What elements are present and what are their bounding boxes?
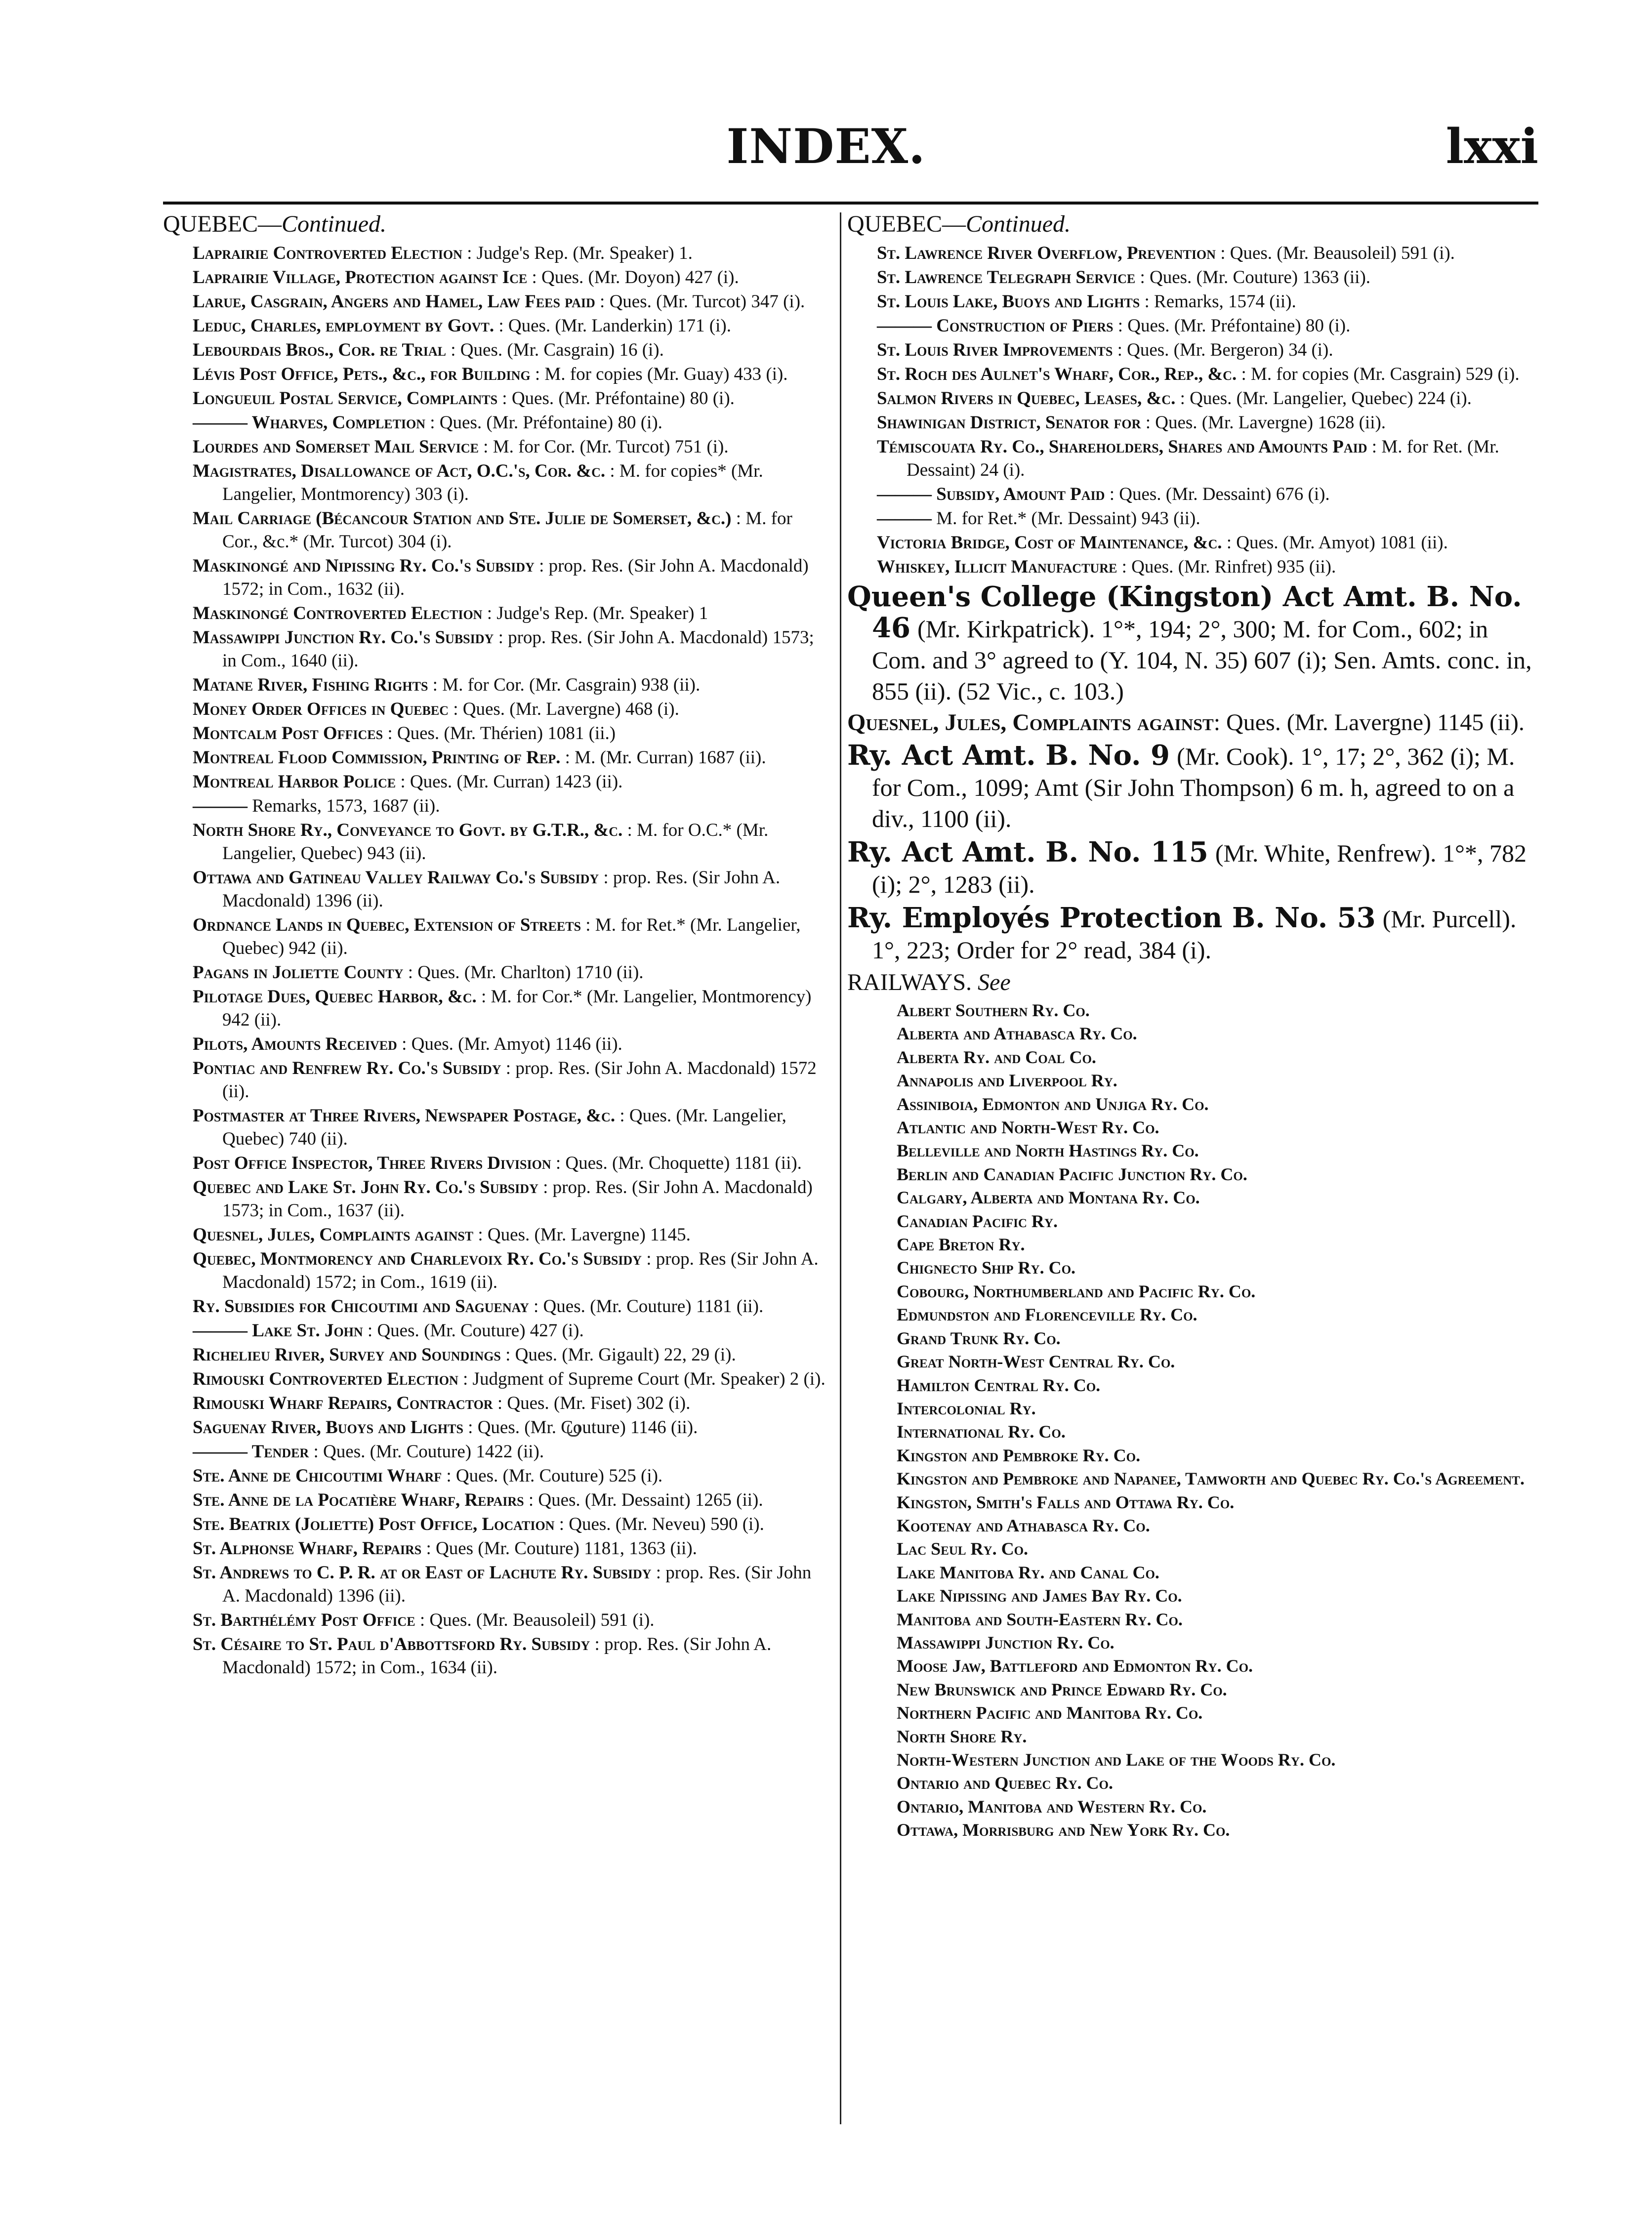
railway-item: Grand Trunk Ry. Co. bbox=[897, 1328, 1061, 1348]
entry-rest: : M. for copies (Mr. Casgrain) 529 (i). bbox=[1241, 364, 1520, 384]
entry-rest: : Ques. (Mr. Charlton) 1710 (ii). bbox=[408, 962, 644, 983]
index-entry bbox=[163, 1104, 832, 1151]
index-entry bbox=[163, 1392, 832, 1415]
railway-item: Kootenay and Athabasca Ry. Co. bbox=[897, 1515, 1150, 1535]
entry-head: Postmaster at Three Rivers, Newspaper Postage, &c. bbox=[193, 1106, 616, 1126]
entry-head: ——— bbox=[193, 796, 248, 816]
entry-head: Salmon Rivers in Quebec, Leases, &c. bbox=[877, 388, 1176, 409]
entry-rest: : prop. Res. (Sir John A. Macdonald) 1572; in Com., 1634 (ii). bbox=[222, 1634, 772, 1678]
railway-item: North-Western Junction and Lake of the Woods Ry. Co. bbox=[897, 1750, 1336, 1770]
railway-item: Edmundston and Florenceville Ry. Co. bbox=[897, 1305, 1198, 1325]
index-entry bbox=[163, 338, 832, 362]
entry-head: Whiskey, Illicit Manufacture bbox=[877, 557, 1117, 577]
railway-item: Lac Seul Ry. Co. bbox=[897, 1539, 1029, 1559]
entry-rest: : prop. Res (Sir John A. Macdonald) 1572; in Com., 1619 (ii). bbox=[222, 1249, 819, 1292]
entry-rest: : Ques. (Mr. Langelier, Quebec) 224 (i). bbox=[1180, 388, 1472, 409]
index-entry bbox=[163, 363, 832, 386]
entry-rest: : Ques. (Mr. Lavergne) 1628 (ii). bbox=[1145, 413, 1386, 433]
entry-head: Queen's College (Kingston) Act Amt. B. No. 46 bbox=[847, 580, 1522, 644]
index-entry bbox=[163, 459, 832, 506]
left-column bbox=[163, 210, 832, 1680]
entry-head: Lebourdais Bros., Cor. re Trial bbox=[193, 340, 447, 360]
railway-item: Kingston, Smith's Falls and Ottawa Ry. Co. bbox=[897, 1492, 1235, 1512]
entry-rest: : Ques. (Mr. Préfontaine) 80 (i). bbox=[502, 388, 735, 409]
entry-head: Rimouski Controverted Election bbox=[193, 1369, 458, 1389]
index-entry bbox=[847, 555, 1539, 578]
entry-head: Ry. Employés Protection B. No. 53 bbox=[847, 902, 1376, 934]
entry-rest: Remarks, 1573, 1687 (ii). bbox=[252, 796, 440, 816]
railway-item: Intercolonial Ry. bbox=[897, 1398, 1036, 1418]
entry-head: Montreal Flood Commission, Printing of Rep. bbox=[193, 747, 561, 768]
railway-item: Canadian Pacific Ry. bbox=[897, 1211, 1058, 1231]
right-heading-text: QUEBEC— bbox=[847, 211, 966, 237]
index-entry bbox=[163, 554, 832, 601]
entry-head: Larue, Casgrain, Angers and Hamel, Law Fees paid bbox=[193, 291, 595, 312]
railway-item: Albert Southern Ry. Co. bbox=[897, 1000, 1090, 1020]
railway-item: North Shore Ry. bbox=[897, 1726, 1027, 1746]
index-entry bbox=[163, 1367, 832, 1391]
entry-head: Money Order Offices in Quebec bbox=[193, 699, 449, 719]
entry-rest: : prop. Res. (Sir John A. Macdonald) 1396 (ii). bbox=[222, 1563, 812, 1606]
entry-head: Pagans in Joliette County bbox=[193, 962, 404, 983]
index-entry bbox=[163, 770, 832, 793]
railway-item: Alberta Ry. and Coal Co. bbox=[897, 1047, 1096, 1067]
left-heading-text: QUEBEC— bbox=[163, 211, 282, 237]
entry-head: Laprairie Village, Protection against Ice bbox=[193, 267, 528, 288]
index-entry bbox=[163, 290, 832, 313]
entry-head: Montcalm Post Offices bbox=[193, 723, 383, 743]
entry-head: St. Roch des Aulnet's Wharf, Cor., Rep., &c. bbox=[877, 364, 1237, 384]
index-entry bbox=[163, 411, 832, 434]
entry-head: Longueuil Postal Service, Complaints bbox=[193, 388, 498, 409]
index-entry bbox=[163, 1032, 832, 1056]
entry-rest: : Ques. (Mr. Couture) 427 (i). bbox=[367, 1320, 584, 1341]
railways-see: See bbox=[978, 969, 1011, 995]
entry-head: Montreal Harbor Police bbox=[193, 772, 396, 792]
entry-rest: : prop. Res. (Sir John A. Macdonald) 1572; in Com., 1632 (ii). bbox=[222, 556, 809, 599]
column-divider bbox=[840, 212, 841, 2124]
entry-head: Pilots, Amounts Received bbox=[193, 1034, 397, 1054]
entry-rest: (Mr. Cook). 1°, 17; 2°, 362 (i); M. for Com., 1099; Amt (Sir John Thompson) 6 m. h, agreed to on a div., 1100 (ii). bbox=[872, 743, 1515, 832]
railway-item: Belleville and North Hastings Ry. Co. bbox=[897, 1141, 1199, 1161]
index-entry bbox=[163, 1633, 832, 1679]
entry-rest: : Ques. (Mr. Dessaint) 1265 (ii). bbox=[528, 1490, 763, 1510]
railway-item: Hamilton Central Ry. Co. bbox=[897, 1375, 1101, 1395]
index-entry bbox=[847, 290, 1539, 313]
entry-rest: : Ques. (Mr. Rinfret) 935 (ii). bbox=[1121, 557, 1336, 577]
entry-rest: : M. for Cor.* (Mr. Langelier, Montmorency) 942 (ii). bbox=[222, 987, 812, 1030]
entry-rest: : Ques. (Mr. Couture) 1181 (ii). bbox=[534, 1296, 764, 1317]
index-entry bbox=[163, 1343, 832, 1366]
entry-queens-college bbox=[847, 581, 1539, 706]
entry-head: ——— Wharves, Completion bbox=[193, 413, 426, 433]
entry-rest: (Mr. Kirkpatrick). 1°*, 194; 2°, 300; M. for Com., 602; in Com. and 3° agreed to (Y. 104, N. 35) 607 (i); Sen. Amts. conc. in, 855 (ii). (52 Vic., c. 103.) bbox=[872, 615, 1532, 705]
entry-head: Lévis Post Office, Pets., &c., for Building bbox=[193, 364, 531, 384]
entry-head: Magistrates, Disallowance of Act, O.C.'s, Cor. &c. bbox=[193, 461, 606, 481]
entry-head: Lourdes and Somerset Mail Service bbox=[193, 437, 479, 457]
railway-item: Lake Manitoba Ry. and Canal Co. bbox=[897, 1562, 1159, 1582]
entry-head: Quebec, Montmorency and Charlevoix Ry. Co.'s Subsidy bbox=[193, 1249, 642, 1269]
entry-rest: : Judge's Rep. (Mr. Speaker) 1. bbox=[467, 243, 693, 263]
entry-rest: : Ques. (Mr. Beausoleil) 591 (i). bbox=[419, 1610, 655, 1630]
railway-item: Atlantic and North-West Ry. Co. bbox=[897, 1117, 1159, 1138]
right-section-heading bbox=[847, 210, 1539, 239]
entry-rest: : Ques. (Mr. Curran) 1423 (ii). bbox=[400, 772, 623, 792]
index-entry bbox=[163, 387, 832, 410]
entry-rest: : Remarks, 1574 (ii). bbox=[1144, 291, 1296, 312]
railways-heading-text: RAILWAYS. bbox=[847, 969, 972, 995]
entry-head: Rimouski Wharf Repairs, Contractor bbox=[193, 1393, 493, 1413]
railway-item: Lake Nipissing and James Bay Ry. Co. bbox=[897, 1586, 1182, 1606]
index-entry bbox=[847, 387, 1539, 410]
entry-head: Ottawa and Gatineau Valley Railway Co.'s Subsidy bbox=[193, 867, 599, 888]
index-entry bbox=[847, 411, 1539, 434]
railway-item: Ontario, Manitoba and Western Ry. Co. bbox=[897, 1796, 1207, 1816]
index-entry bbox=[163, 722, 832, 745]
index-entry bbox=[847, 435, 1539, 482]
entry-quesnel bbox=[847, 708, 1539, 737]
railway-item: Ontario and Quebec Ry. Co. bbox=[897, 1773, 1113, 1793]
entry-rest: : M. for O.C.* (Mr. Langelier, Quebec) 943 (ii). bbox=[222, 820, 769, 864]
entry-head: ——— Subsidy, Amount Paid bbox=[877, 484, 1105, 504]
entry-head: St. Alphonse Wharf, Repairs bbox=[193, 1538, 422, 1559]
entry-rest: : M. for copies (Mr. Guay) 433 (i). bbox=[535, 364, 788, 384]
index-entry bbox=[847, 314, 1539, 337]
entry-head: Massawippi Junction Ry. Co.'s Subsidy bbox=[193, 627, 494, 648]
entry-head: Ordnance Lands in Quebec, Extension of Streets bbox=[193, 915, 581, 935]
entry-head: ——— Tender bbox=[193, 1442, 309, 1462]
entry-head: Quesnel, Jules, Complaints against bbox=[193, 1225, 474, 1245]
entry-rest: : Ques. (Mr. Amyot) 1146 (ii). bbox=[402, 1034, 622, 1054]
railway-item: International Ry. Co. bbox=[897, 1422, 1066, 1442]
index-entry bbox=[163, 1247, 832, 1294]
index-entry bbox=[847, 507, 1539, 530]
index-entry bbox=[163, 1057, 832, 1103]
entry-rest: : prop. Res. (Sir John A. Macdonald) 1573; in Com., 1637 (ii). bbox=[222, 1177, 813, 1221]
entry-head: ——— Construction of Piers bbox=[877, 316, 1114, 336]
entry-head: Richelieu River, Survey and Soundings bbox=[193, 1345, 501, 1365]
index-entry bbox=[847, 531, 1539, 554]
railway-item: Cape Breton Ry. bbox=[897, 1235, 1025, 1255]
index-entry bbox=[163, 985, 832, 1031]
entry-rest: : Ques. (Mr. Landerkin) 171 (i). bbox=[498, 316, 731, 336]
railway-item: Great North-West Central Ry. Co. bbox=[897, 1352, 1175, 1372]
entry-head: Ry. Subsidies for Chicoutimi and Saguenay bbox=[193, 1296, 529, 1317]
entry-rest: : Ques. (Mr. Bergeron) 34 (i). bbox=[1117, 340, 1333, 360]
right-column bbox=[847, 210, 1539, 1842]
index-entry bbox=[163, 626, 832, 672]
index-entry bbox=[847, 483, 1539, 506]
index-entry bbox=[163, 602, 832, 625]
index-entry bbox=[163, 314, 832, 337]
railway-item: Berlin and Canadian Pacific Junction Ry. Co. bbox=[897, 1164, 1247, 1184]
railway-item: Massawippi Junction Ry. Co. bbox=[897, 1632, 1115, 1652]
entry-head: Ste. Anne de la Pocatière Wharf, Repairs bbox=[193, 1490, 524, 1510]
entry-head: Maskinongé Controverted Election bbox=[193, 603, 483, 623]
entry-rest: : Ques. (Mr. Couture) 1363 (ii). bbox=[1140, 267, 1371, 288]
entry-head: Maskinongé and Nipissing Ry. Co.'s Subsidy bbox=[193, 556, 535, 576]
entry-rest: : M. (Mr. Curran) 1687 (ii). bbox=[565, 747, 766, 768]
entry-head: Shawinigan District, Senator for bbox=[877, 413, 1141, 433]
index-entry bbox=[163, 1416, 832, 1439]
railway-item: Cobourg, Northumberland and Pacific Ry. Co. bbox=[897, 1281, 1256, 1301]
index-entry bbox=[163, 1537, 832, 1560]
entry-rest: : Ques. (Mr. Lavergne) 1145 (ii). bbox=[1213, 709, 1525, 736]
index-entry bbox=[163, 1295, 832, 1318]
entry-head: Leduc, Charles, employment by Govt. bbox=[193, 316, 495, 336]
entry-rest: (Mr. White, Renfrew). 1°*, 782 (i); 2°, 1283 (ii). bbox=[872, 839, 1527, 898]
entry-rest: : Ques. (Mr. Doyon) 427 (i). bbox=[532, 267, 739, 288]
entry-rest: : Ques. (Mr. Langelier, Quebec) 740 (ii). bbox=[222, 1106, 786, 1149]
railway-item: Moose Jaw, Battleford and Edmonton Ry. Co. bbox=[897, 1656, 1253, 1676]
entry-rest: : prop. Res. (Sir John A. Macdonald) 1396 (ii). bbox=[222, 867, 781, 911]
entry-head: Ry. Act Amt. B. No. 115 bbox=[847, 836, 1208, 868]
entry-ry-act-9 bbox=[847, 740, 1539, 834]
entry-head: Post Office Inspector, Three Rivers Division bbox=[193, 1153, 551, 1173]
index-entry bbox=[163, 1319, 832, 1342]
entry-ry-employes bbox=[847, 903, 1539, 965]
railway-item: Kingston and Pembroke and Napanee, Tamworth and Quebec Ry. Co.'s Agreement. bbox=[897, 1469, 1525, 1489]
entry-rest: : M. for Ret.* (Mr. Langelier, Quebec) 942 (ii). bbox=[222, 915, 801, 958]
entry-rest: : Ques. (Mr. Turcot) 347 (i). bbox=[600, 291, 805, 312]
entry-rest: : Ques. (Mr. Fiset) 302 (i). bbox=[497, 1393, 691, 1413]
entry-head: St. Césaire to St. Paul d'Abbottsford Ry. Subsidy bbox=[193, 1634, 590, 1654]
index-entry bbox=[163, 1609, 832, 1632]
railways-list bbox=[847, 999, 1539, 1842]
entry-head: St. Lawrence Telegraph Service bbox=[877, 267, 1136, 288]
railway-item: Ottawa, Morrisburg and New York Ry. Co. bbox=[897, 1820, 1230, 1840]
left-section-heading bbox=[163, 210, 832, 239]
index-entry bbox=[847, 363, 1539, 386]
right-heading-continued: Continued. bbox=[966, 211, 1071, 237]
index-entry bbox=[847, 338, 1539, 362]
right-entry-list bbox=[847, 242, 1539, 578]
index-entry bbox=[163, 242, 832, 265]
entry-head: Quebec and Lake St. John Ry. Co.'s Subsidy bbox=[193, 1177, 538, 1197]
entry-rest: : M. for Cor., &c.* (Mr. Turcot) 304 (i). bbox=[222, 508, 792, 552]
index-entry bbox=[163, 1561, 832, 1608]
page-title: INDEX. bbox=[726, 119, 926, 174]
index-entry bbox=[163, 794, 832, 818]
entry-rest: : prop. Res. (Sir John A. Macdonald) 1573; in Com., 1640 (ii). bbox=[222, 627, 814, 671]
entry-rest: (Mr. Purcell). 1°, 223; Order for 2° read, 384 (i). bbox=[872, 905, 1517, 964]
entry-head: Matane River, Fishing Rights bbox=[193, 675, 428, 695]
railway-item: Calgary, Alberta and Montana Ry. Co. bbox=[897, 1188, 1200, 1208]
railways-heading bbox=[847, 968, 1539, 997]
entry-rest: : Ques. (Mr. Neveu) 590 (i). bbox=[559, 1514, 764, 1534]
index-entry bbox=[163, 866, 832, 912]
index-entry bbox=[163, 1176, 832, 1222]
entry-ry-act-115 bbox=[847, 837, 1539, 900]
entry-rest: : M. for Ret. (Mr. Dessaint) 24 (i). bbox=[907, 437, 1499, 480]
entry-head: St. Andrews to C. P. R. at or East of Lachute Ry. Subsidy bbox=[193, 1563, 652, 1583]
index-entry bbox=[847, 266, 1539, 289]
entry-rest: : Ques. (Mr. Choquette) 1181 (ii). bbox=[555, 1153, 802, 1173]
entry-head: Pontiac and Renfrew Ry. Co.'s Subsidy bbox=[193, 1058, 501, 1078]
entry-head: Laprairie Controverted Election bbox=[193, 243, 462, 263]
entry-head: St. Louis River Improvements bbox=[877, 340, 1113, 360]
index-entry bbox=[163, 1488, 832, 1512]
entry-head: Ste. Anne de Chicoutimi Wharf bbox=[193, 1466, 442, 1486]
entry-head: ——— Lake St. John bbox=[193, 1320, 363, 1341]
index-entry bbox=[163, 698, 832, 721]
index-entry bbox=[163, 1223, 832, 1246]
entry-head: North Shore Ry., Conveyance to Govt. by G.T.R., &c. bbox=[193, 820, 623, 840]
railway-item: Kingston and Pembroke Ry. Co. bbox=[897, 1445, 1141, 1465]
entry-rest: : Ques. (Mr. Beausoleil) 591 (i). bbox=[1220, 243, 1455, 263]
entry-rest: : Judgment of Supreme Court (Mr. Speaker) 2 (i). bbox=[463, 1369, 826, 1389]
entry-rest: : Ques. (Mr. Préfontaine) 80 (i). bbox=[1117, 316, 1351, 336]
railway-item: Alberta and Athabasca Ry. Co. bbox=[897, 1024, 1137, 1044]
railway-item: Manitoba and South-Eastern Ry. Co. bbox=[897, 1609, 1183, 1629]
index-entry bbox=[163, 1464, 832, 1487]
entry-head: Ste. Beatrix (Joliette) Post Office, Location bbox=[193, 1514, 555, 1534]
entry-head: St. Lawrence River Overflow, Prevention bbox=[877, 243, 1216, 263]
entry-head: Ry. Act Amt. B. No. 9 bbox=[847, 739, 1170, 772]
entry-rest: : Ques. (Mr. Thérien) 1081 (ii.) bbox=[387, 723, 616, 743]
entry-rest: : Ques (Mr. Couture) 1181, 1363 (ii). bbox=[426, 1538, 697, 1559]
entry-head: St. Louis Lake, Buoys and Lights bbox=[877, 291, 1140, 312]
railway-item: New Brunswick and Prince Edward Ry. Co. bbox=[897, 1679, 1227, 1699]
entry-head: Pilotage Dues, Quebec Harbor, &c. bbox=[193, 987, 477, 1007]
entry-rest: : Ques. (Mr. Amyot) 1081 (ii). bbox=[1226, 533, 1448, 553]
index-entry bbox=[163, 913, 832, 960]
header-rule bbox=[163, 202, 1538, 205]
entry-rest: : Ques. (Mr. Couture) 525 (i). bbox=[446, 1466, 663, 1486]
entry-rest: : Ques. (Mr. Couture) 1422 (ii). bbox=[313, 1442, 544, 1462]
index-entry bbox=[163, 961, 832, 984]
entry-rest: : Judge's Rep. (Mr. Speaker) 1 bbox=[487, 603, 708, 623]
railway-item: Assiniboia, Edmonton and Unjiga Ry. Co. bbox=[897, 1094, 1209, 1114]
entry-rest: : M. for Cor. (Mr. Turcot) 751 (i). bbox=[483, 437, 729, 457]
entry-rest: : Ques. (Mr. Préfontaine) 80 (i). bbox=[430, 413, 662, 433]
index-entry bbox=[163, 507, 832, 553]
entry-head: Quesnel, Jules, Complaints against bbox=[847, 709, 1214, 736]
index-entry bbox=[163, 435, 832, 458]
entry-head: Mail Carriage (Bécancour Station and Ste. Julie de Somerset, &c.) bbox=[193, 508, 732, 529]
entry-rest: : prop. Res. (Sir John A. Macdonald) 1572 (ii). bbox=[222, 1058, 817, 1102]
index-entry bbox=[163, 746, 832, 769]
entry-rest: : M. for copies* (Mr. Langelier, Montmorency) 303 (i). bbox=[222, 461, 763, 504]
index-entry bbox=[163, 1513, 832, 1536]
railway-item: Northern Pacific and Manitoba Ry. Co. bbox=[897, 1703, 1203, 1723]
index-entry bbox=[163, 1152, 832, 1175]
railway-item: Annapolis and Liverpool Ry. bbox=[897, 1071, 1117, 1091]
left-heading-continued: Continued. bbox=[282, 211, 386, 237]
index-entry bbox=[163, 673, 832, 697]
index-entry bbox=[163, 819, 832, 865]
entry-head: ——— bbox=[877, 508, 932, 529]
page-number: lxxi bbox=[1446, 119, 1538, 174]
entry-rest: : Ques. (Mr. Casgrain) 16 (i). bbox=[451, 340, 664, 360]
entry-rest: : Ques. (Mr. Lavergne) 1145. bbox=[478, 1225, 691, 1245]
entry-rest: : Ques. (Mr. Lavergne) 468 (i). bbox=[453, 699, 679, 719]
index-entry bbox=[847, 242, 1539, 265]
index-entry bbox=[163, 1440, 832, 1463]
entry-head: Témiscouata Ry. Co., Shareholders, Shares and Amounts Paid bbox=[877, 437, 1367, 457]
index-entry bbox=[163, 266, 832, 289]
ink-mark bbox=[567, 1423, 580, 1437]
entry-rest: : M. for Cor. (Mr. Casgrain) 938 (ii). bbox=[432, 675, 701, 695]
entry-head: Saguenay River, Buoys and Lights bbox=[193, 1417, 463, 1438]
left-entry-list bbox=[163, 242, 832, 1679]
entry-head: Victoria Bridge, Cost of Maintenance, &c. bbox=[877, 533, 1222, 553]
entry-rest: : Ques. (Mr. Dessaint) 676 (i). bbox=[1109, 484, 1330, 504]
entry-rest: : Ques. (Mr. Couture) 1146 (ii). bbox=[468, 1417, 698, 1438]
entry-rest: : Ques. (Mr. Gigault) 22, 29 (i). bbox=[505, 1345, 736, 1365]
railway-item: Chignecto Ship Ry. Co. bbox=[897, 1258, 1076, 1278]
entry-rest: M. for Ret.* (Mr. Dessaint) 943 (ii). bbox=[936, 508, 1200, 529]
entry-head: St. Barthélémy Post Office bbox=[193, 1610, 415, 1630]
